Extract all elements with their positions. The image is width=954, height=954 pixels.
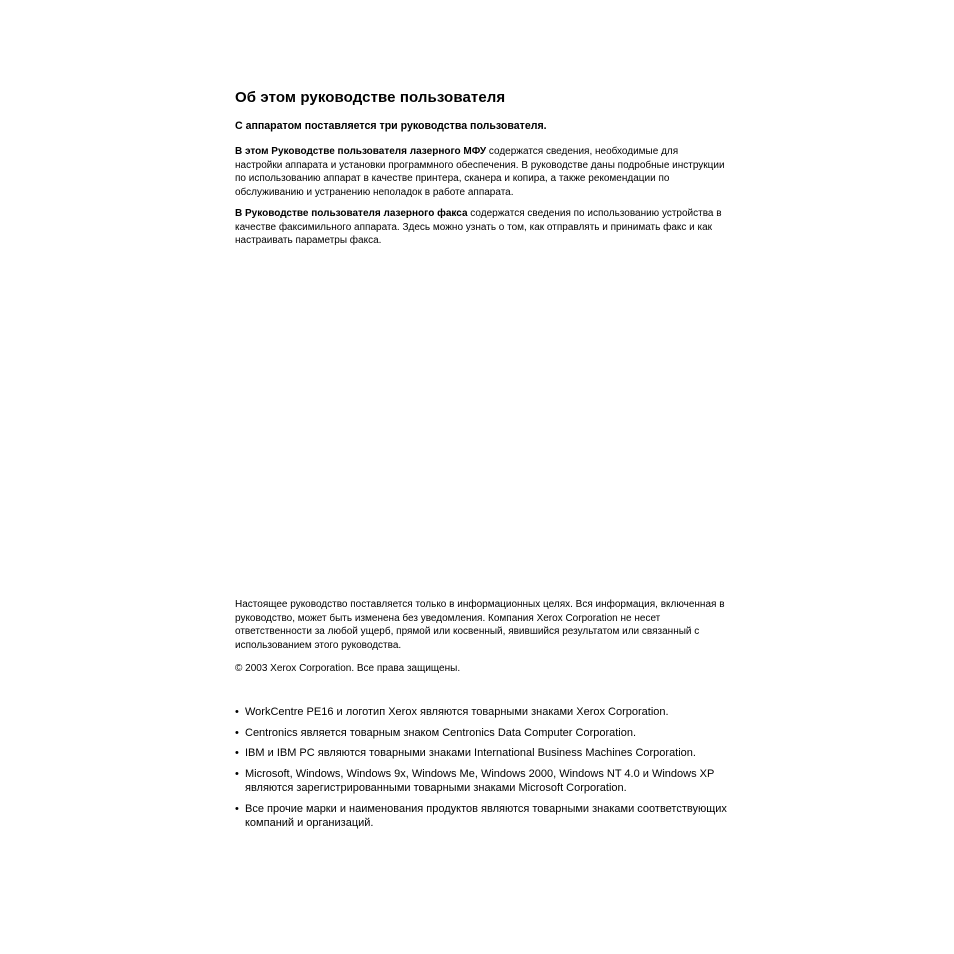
paragraph-mfp-guide	[235, 145, 725, 199]
section-title: Об этом руководстве пользователя	[235, 89, 506, 106]
bullet-icon: •	[235, 726, 239, 739]
trademark-text: Все прочие марки и наименования продуктов являются товарными знаками соответствующих компаний и организаций.	[245, 802, 727, 829]
bullet-icon: •	[235, 802, 239, 815]
trademark-text: Centronics является товарным знаком Centronics Data Computer Corporation.	[245, 726, 637, 739]
trademark-item	[235, 802, 735, 831]
bullet-icon: •	[235, 706, 239, 718]
paragraph-body: содержатся сведения по использованию устройства в качестве факсимильного аппарата. Здесь можно узнать о том, как отправлять и принимать факс и как настраивать параметры факса.	[235, 208, 722, 246]
trademark-item	[235, 705, 735, 720]
paragraph-lead: В этом Руководстве пользователя лазерного МФУ	[235, 146, 487, 157]
trademark-text: IBM и IBM PC являются товарными знаками International Business Machines Corporation.	[245, 747, 696, 759]
section-intro: С аппаратом поставляется три руководства пользователя.	[235, 120, 547, 132]
paragraph-body: содержатся сведения, необходимые для настройки аппарата и установки программного обеспечения. В руководстве даны подробные инструкции по использованию аппарат в качестве принтера, сканера и копира, а также рекомендации по обслуживанию и устранению неполадок в работе аппарата.	[235, 146, 725, 198]
legal-notice	[235, 598, 725, 686]
disclaimer-text: Настоящее руководство поставляется только в информационных целях. Вся информация, включенная в руководство, может быть изменена без уведомления. Компания Xerox Corporation не несет ответственности за любой ущерб, прямой или косвенный, явившийся результатом или связанный с использованием этого руководства.	[235, 599, 725, 651]
copyright-text: © 2003 Xerox Corporation. Все права защищены.	[235, 663, 461, 674]
trademark-item	[235, 767, 735, 796]
trademark-item	[235, 746, 735, 761]
trademark-item	[235, 726, 735, 741]
about-guide-section	[235, 88, 725, 256]
bullet-icon: •	[235, 747, 239, 759]
trademark-list	[235, 705, 735, 837]
paragraph-fax-guide	[235, 207, 725, 248]
paragraph-lead: В Руководстве пользователя лазерного факса	[235, 208, 468, 219]
trademark-text: Microsoft, Windows, Windows 9x, Windows Me, Windows 2000, Windows NT 4.0 и Windows XP являются зарегистрированными товарными знаками Microsoft Corporation.	[245, 767, 715, 794]
trademark-text: WorkCentre PE16 и логотип Xerox являются товарными знаками Xerox Corporation.	[245, 706, 669, 718]
bullet-icon: •	[235, 767, 239, 780]
